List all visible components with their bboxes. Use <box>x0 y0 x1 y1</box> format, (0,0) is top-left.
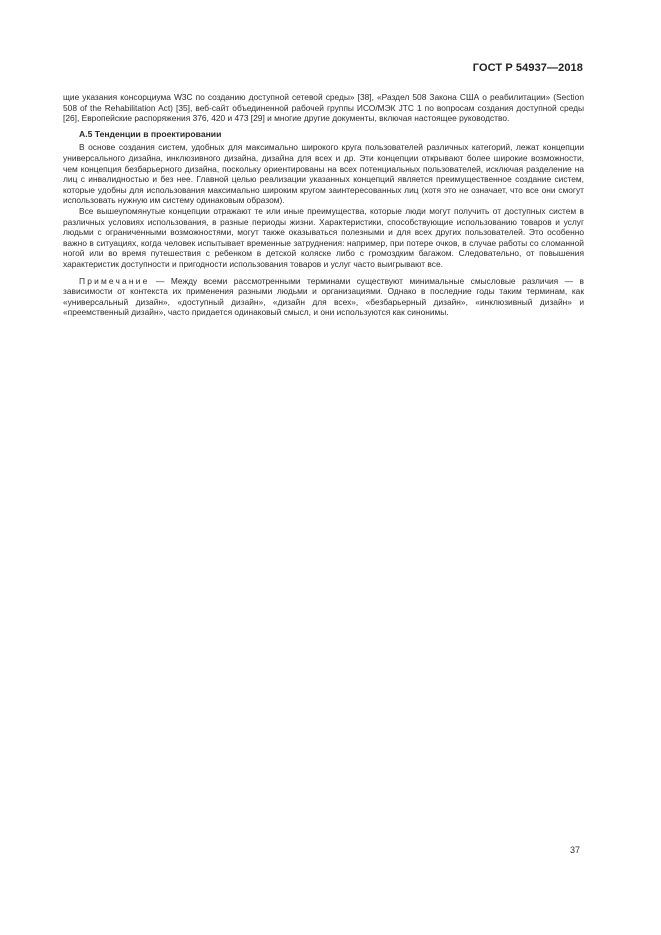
note-label: Примечание <box>79 275 150 286</box>
document-body <box>63 92 584 318</box>
document-header-standard-id: ГОСТ Р 54937—2018 <box>472 62 583 74</box>
paragraph-2: Все вышеупомянутые концепции отражают те или иные преимущества, которые люди могут получить от доступных систем в различных условиях использования, в разные периоды жизни. Характеристики, способствующие использованию товаров и услуг людьми с ограниченными возможностями, могут также оказываться полезными и для всех других пользователей. Это особенно важно в ситуациях, когда человек испытывает временные затруднения: например, при потере очков, в случае работы со сломанной ногой или во время путешествия с ребенком в детской коляске либо с громоздким багажом. Следовательно, от повышения характеристик доступности и пригодности использования товаров и услуг часто выигрывают все. <box>63 205 584 269</box>
note-paragraph <box>63 276 584 318</box>
page-number: 37 <box>570 845 581 855</box>
intro-paragraph: щие указания консорциума W3C по созданию доступной сетевой среды» [38], «Раздел 508 Закона США о реабилитации» (Section 508 of the Rehabilitation Act) [35], веб-сайт объединенной рабочей группы ИСО/МЭК JTC 1 по вопросам создания доступной среды [26], Европейские распоряжения 376, 420 и 473 [29] и многие другие документы, включая настоящее руководство. <box>63 92 584 124</box>
section-heading: А.5 Тенденции в проектировании <box>79 128 222 139</box>
paragraph-1: В основе создания систем, удобных для максимально широкого круга пользователей различных категорий, лежат концепции универсального дизайна, инклюзивного дизайна, дизайна для всех и др. Эти концепции открывают более широкие возможности, чем концепция безбарьерного дизайна, поскольку ориентированы на всех потенциальных пользователей, исключая разделение на лиц с инвалидностью и без нее. Главной целью реализации указанных концепций является преимущественное создание систем, которые удобны для использования максимально широким кругом заинтересованных лиц (хотя это не означает, что все они смогут использовать нужную им систему одинаковым образом). <box>63 142 584 206</box>
note-text: — Между всеми рассмотренными терминами существуют минимальные смысловые различия — в зависимости от контекста их применения разными людьми и организациями. Однако в последние годы таким терминам, как «универсальный дизайн», «доступный дизайн», «дизайн для всех», «безбарьерный дизайн», «инклюзивный дизайн» и «преемственный дизайн», часто придается одинаковый смысл, и они используются как синонимы. <box>63 275 584 318</box>
